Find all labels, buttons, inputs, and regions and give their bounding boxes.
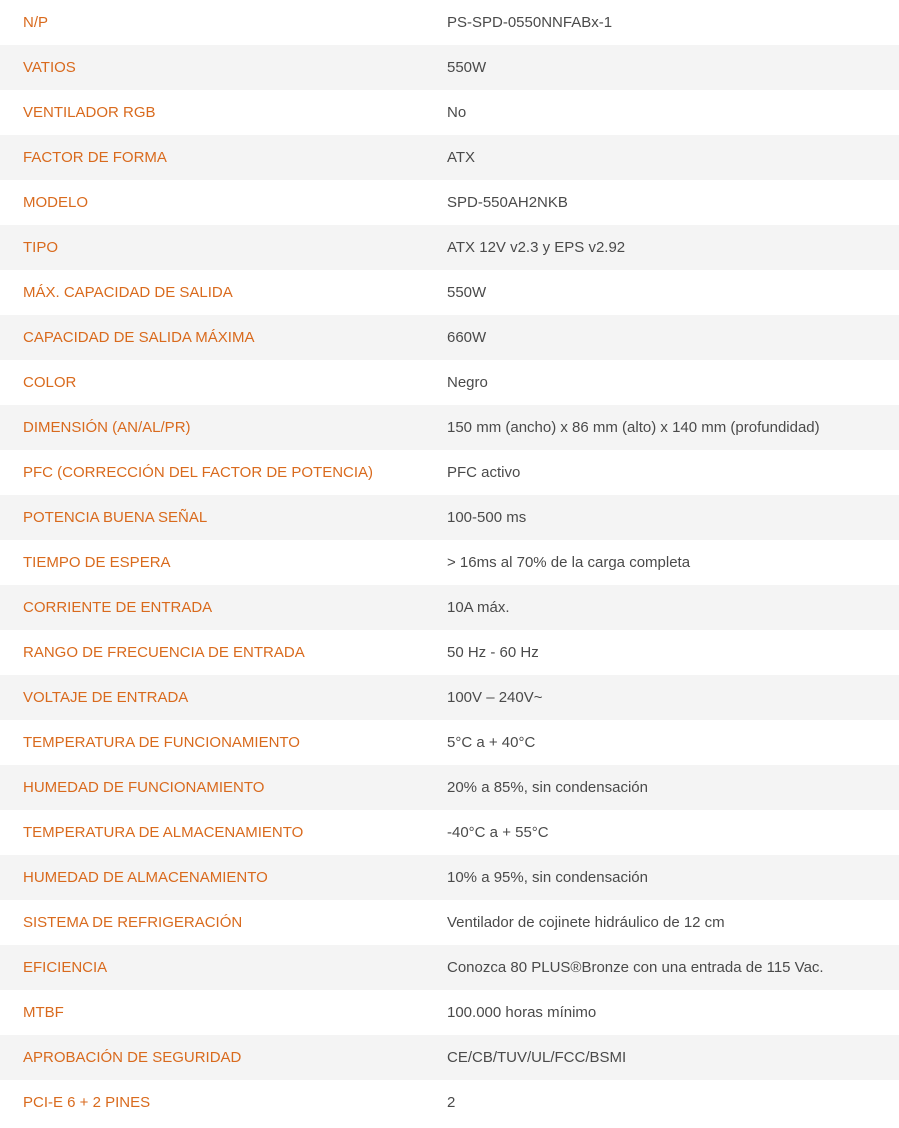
spec-value: Conozca 80 PLUS®Bronze con una entrada de 115 Vac. [447,959,824,976]
spec-value: 660W [447,329,487,346]
spec-value: 10A máx. [447,599,510,616]
spec-label: TEMPERATURA DE FUNCIONAMIENTO [23,734,300,751]
spec-row [0,540,899,585]
spec-label: POTENCIA BUENA SEÑAL [23,509,208,526]
spec-label: TIPO [23,239,59,256]
spec-value: No [447,104,467,121]
spec-value: > 16ms al 70% de la carga completa [447,554,691,571]
spec-row [0,270,899,315]
spec-label: VATIOS [23,59,76,76]
spec-row [0,0,899,45]
spec-label: DIMENSIÓN (AN/AL/PR) [23,419,191,436]
spec-label: VENTILADOR RGB [23,104,156,121]
spec-label: COLOR [23,374,77,391]
spec-value: Ventilador de cojinete hidráulico de 12 cm [447,914,725,931]
spec-label: RANGO DE FRECUENCIA DE ENTRADA [23,644,305,661]
spec-value: 100V – 240V~ [447,689,543,706]
spec-label: VOLTAJE DE ENTRADA [23,689,189,706]
spec-value: 10% a 95%, sin condensación [447,869,648,886]
spec-value: Negro [447,374,488,391]
spec-row [0,585,899,630]
spec-value: 100.000 horas mínimo [447,1004,597,1021]
spec-label: MÁX. CAPACIDAD DE SALIDA [23,284,233,301]
spec-row [0,1080,899,1125]
spec-label: N/P [23,14,49,31]
spec-value: ATX 12V v2.3 y EPS v2.92 [447,239,626,256]
spec-value: 2 [447,1094,456,1111]
spec-label: PFC (CORRECCIÓN DEL FACTOR DE POTENCIA) [23,464,374,481]
spec-row [0,810,899,855]
spec-label: TIEMPO DE ESPERA [23,554,171,571]
spec-row [0,855,899,900]
spec-row [0,135,899,180]
spec-label: MTBF [23,1004,64,1021]
spec-label: EFICIENCIA [23,959,108,976]
spec-value: 100-500 ms [447,509,527,526]
spec-value: 150 mm (ancho) x 86 mm (alto) x 140 mm (profundidad) [447,419,820,436]
spec-value: 550W [447,59,487,76]
spec-row [0,450,899,495]
spec-label: MODELO [23,194,89,211]
spec-row [0,765,899,810]
spec-value: PS-SPD-0550NNFABx-1 [447,14,613,31]
spec-value: 50 Hz - 60 Hz [447,644,539,661]
spec-row [0,90,899,135]
spec-value: -40°C a + 55°C [447,824,549,841]
spec-row [0,495,899,540]
spec-row [0,900,899,945]
spec-label: HUMEDAD DE ALMACENAMIENTO [23,869,268,886]
spec-label: CAPACIDAD DE SALIDA MÁXIMA [23,329,255,346]
spec-value: 550W [447,284,487,301]
spec-row [0,675,899,720]
spec-row [0,180,899,225]
spec-value: 20% a 85%, sin condensación [447,779,648,796]
spec-label: FACTOR DE FORMA [23,149,167,166]
spec-label: SISTEMA DE REFRIGERACIÓN [23,914,243,931]
spec-row [0,1035,899,1080]
spec-label: TEMPERATURA DE ALMACENAMIENTO [23,824,304,841]
spec-row [0,225,899,270]
spec-label: CORRIENTE DE ENTRADA [23,599,213,616]
spec-value: PFC activo [447,464,521,481]
spec-value: CE/CB/TUV/UL/FCC/BSMI [447,1049,627,1066]
spec-label: PCI-E 6 + 2 PINES [23,1094,151,1111]
spec-value: 5°C a + 40°C [447,734,536,751]
spec-label: HUMEDAD DE FUNCIONAMIENTO [23,779,265,796]
spec-label: APROBACIÓN DE SEGURIDAD [23,1049,242,1066]
spec-row [0,990,899,1035]
spec-row [0,45,899,90]
spec-value: SPD-550AH2NKB [447,194,568,211]
spec-row [0,405,899,450]
spec-row [0,945,899,990]
spec-row [0,720,899,765]
spec-value: ATX [447,149,476,166]
spec-row [0,315,899,360]
spec-row [0,360,899,405]
spec-row [0,630,899,675]
